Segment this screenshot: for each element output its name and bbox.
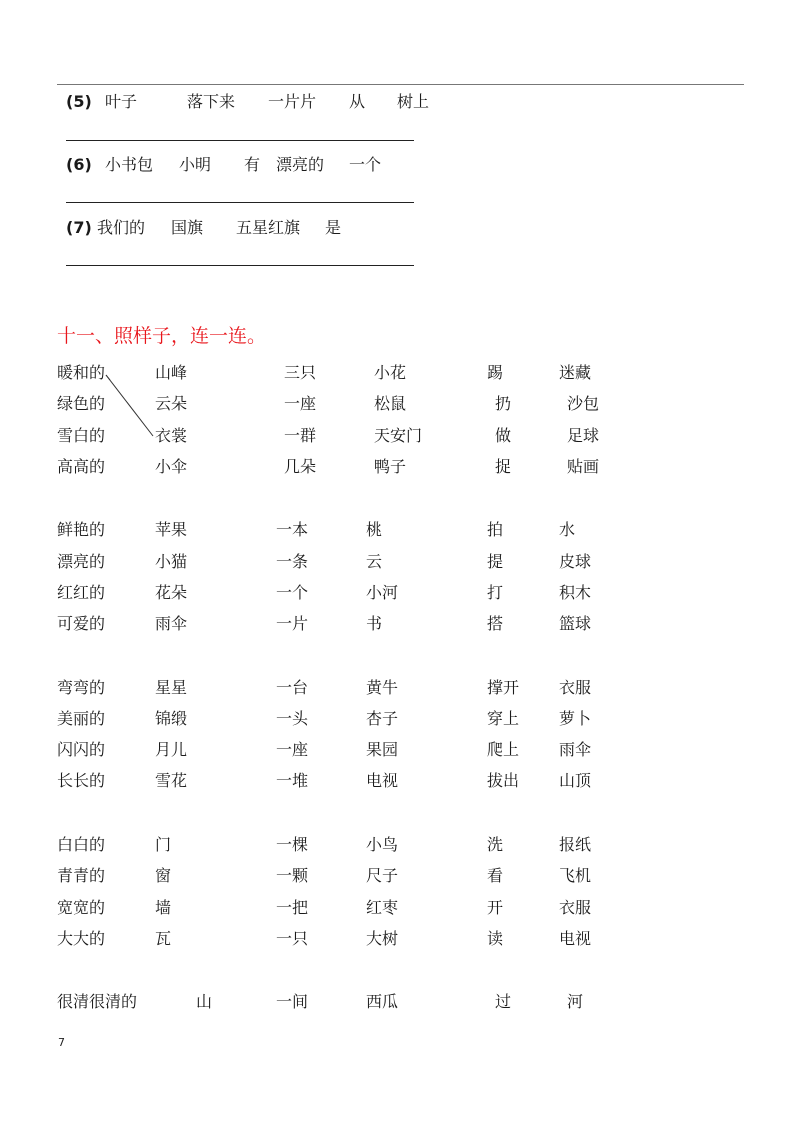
measure-word: 一片 xyxy=(276,614,309,633)
verb-word: 撑开 xyxy=(487,678,520,697)
verb-word: 过 xyxy=(495,992,512,1011)
noun-word: 西瓜 xyxy=(366,992,399,1011)
adjective-word: 青青的 xyxy=(57,866,106,885)
measure-word: 一台 xyxy=(276,678,309,697)
measure-word: 一颗 xyxy=(276,866,309,885)
noun-word: 雨伞 xyxy=(155,614,188,633)
noun-word: 果园 xyxy=(366,740,399,759)
measure-word: 一座 xyxy=(284,394,317,413)
measure-word: 一个 xyxy=(276,583,309,602)
object-word: 沙包 xyxy=(567,394,600,413)
object-word: 皮球 xyxy=(559,552,592,571)
verb-word: 爬上 xyxy=(487,740,520,759)
word-chip: 有 xyxy=(244,155,261,174)
object-word: 萝卜 xyxy=(559,709,592,728)
object-word: 衣服 xyxy=(559,898,592,917)
noun-word: 黄牛 xyxy=(366,678,399,697)
adjective-word: 绿色的 xyxy=(57,394,106,413)
word-chip: 是 xyxy=(325,218,342,237)
noun-word: 月儿 xyxy=(155,740,188,759)
measure-word: 一头 xyxy=(276,709,309,728)
verb-word: 看 xyxy=(487,866,504,885)
adjective-word: 美丽的 xyxy=(57,709,106,728)
measure-word: 一把 xyxy=(276,898,309,917)
verb-word: 开 xyxy=(487,898,504,917)
noun-word: 花朵 xyxy=(155,583,188,602)
noun-word: 云 xyxy=(366,552,383,571)
word-chip: 树上 xyxy=(397,92,430,111)
noun-word: 门 xyxy=(155,835,172,854)
verb-word: 洗 xyxy=(487,835,504,854)
noun-word: 锦缎 xyxy=(155,709,188,728)
verb-word: 打 xyxy=(487,583,504,602)
object-word: 水 xyxy=(559,520,576,539)
noun-word: 山 xyxy=(196,992,213,1011)
verb-word: 捉 xyxy=(495,457,512,476)
verb-word: 穿上 xyxy=(487,709,520,728)
object-word: 积木 xyxy=(559,583,592,602)
object-word: 河 xyxy=(567,992,584,1011)
noun-word: 小鸟 xyxy=(366,835,399,854)
adjective-word: 鲜艳的 xyxy=(57,520,106,539)
adjective-word: 白白的 xyxy=(57,835,106,854)
noun-word: 云朵 xyxy=(155,394,188,413)
noun-word: 雪花 xyxy=(155,771,188,790)
word-chip: 从 xyxy=(349,92,366,111)
noun-word: 窗 xyxy=(155,866,172,885)
word-chip: 小书包 xyxy=(105,155,154,174)
word-chip: 漂亮的 xyxy=(276,155,325,174)
measure-word: 一只 xyxy=(276,929,309,948)
noun-word: 衣裳 xyxy=(155,426,188,445)
adjective-word: 弯弯的 xyxy=(57,678,106,697)
noun-word: 小伞 xyxy=(155,457,188,476)
noun-word: 天安门 xyxy=(374,426,423,445)
word-chip: 我们的 xyxy=(97,218,146,237)
measure-word: 一群 xyxy=(284,426,317,445)
object-word: 雨伞 xyxy=(559,740,592,759)
noun-word: 山峰 xyxy=(155,363,188,382)
object-word: 迷藏 xyxy=(559,363,592,382)
noun-word: 电视 xyxy=(366,771,399,790)
measure-word: 一棵 xyxy=(276,835,309,854)
measure-word: 一堆 xyxy=(276,771,309,790)
sentence-number: (7) xyxy=(66,218,92,237)
adjective-word: 可爱的 xyxy=(57,614,106,633)
object-word: 山顶 xyxy=(559,771,592,790)
verb-word: 拍 xyxy=(487,520,504,539)
object-word: 电视 xyxy=(559,929,592,948)
noun-word: 苹果 xyxy=(155,520,188,539)
sentence-number: (6) xyxy=(66,155,92,174)
adjective-word: 很清很清的 xyxy=(57,992,138,1011)
object-word: 贴画 xyxy=(567,457,600,476)
noun-word: 杏子 xyxy=(366,709,399,728)
connector-line xyxy=(106,375,110,380)
adjective-word: 高高的 xyxy=(57,457,106,476)
word-chip: 国旗 xyxy=(171,218,204,237)
noun-word: 红枣 xyxy=(366,898,399,917)
noun-word: 墙 xyxy=(155,898,172,917)
word-chip: 五星红旗 xyxy=(236,218,301,237)
word-chip: 落下来 xyxy=(187,92,236,111)
adjective-word: 宽宽的 xyxy=(57,898,106,917)
object-word: 飞机 xyxy=(559,866,592,885)
object-word: 篮球 xyxy=(559,614,592,633)
section-heading: 十一、照样子，连一连。 xyxy=(57,325,267,347)
measure-word: 一座 xyxy=(276,740,309,759)
noun-word: 小猫 xyxy=(155,552,188,571)
verb-word: 做 xyxy=(495,426,512,445)
adjective-word: 暖和的 xyxy=(57,363,106,382)
connector-line xyxy=(106,375,153,436)
word-chip: 小明 xyxy=(179,155,212,174)
measure-word: 一本 xyxy=(276,520,309,539)
noun-word: 大树 xyxy=(366,929,399,948)
sentence-number: (5) xyxy=(66,92,92,111)
measure-word: 几朵 xyxy=(284,457,317,476)
adjective-word: 雪白的 xyxy=(57,426,106,445)
verb-word: 提 xyxy=(487,552,504,571)
verb-word: 搭 xyxy=(487,614,504,633)
adjective-word: 漂亮的 xyxy=(57,552,106,571)
verb-word: 扔 xyxy=(495,394,512,413)
adjective-word: 红红的 xyxy=(57,583,106,602)
noun-word: 桃 xyxy=(366,520,383,539)
noun-word: 鸭子 xyxy=(374,457,407,476)
word-chip: 一片片 xyxy=(268,92,317,111)
adjective-word: 长长的 xyxy=(57,771,106,790)
measure-word: 一间 xyxy=(276,992,309,1011)
verb-word: 踢 xyxy=(487,363,504,382)
object-word: 报纸 xyxy=(559,835,592,854)
verb-word: 读 xyxy=(487,929,504,948)
noun-word: 尺子 xyxy=(366,866,399,885)
object-word: 足球 xyxy=(567,426,600,445)
noun-word: 星星 xyxy=(155,678,188,697)
measure-word: 三只 xyxy=(284,363,317,382)
adjective-word: 闪闪的 xyxy=(57,740,106,759)
verb-word: 拔出 xyxy=(487,771,520,790)
noun-word: 小花 xyxy=(374,363,407,382)
noun-word: 书 xyxy=(366,614,383,633)
noun-word: 瓦 xyxy=(155,929,172,948)
adjective-word: 大大的 xyxy=(57,929,106,948)
object-word: 衣服 xyxy=(559,678,592,697)
page-number: 7 xyxy=(58,1036,65,1049)
measure-word: 一条 xyxy=(276,552,309,571)
word-chip: 叶子 xyxy=(105,92,138,111)
noun-word: 小河 xyxy=(366,583,399,602)
noun-word: 松鼠 xyxy=(374,394,407,413)
word-chip: 一个 xyxy=(349,155,382,174)
